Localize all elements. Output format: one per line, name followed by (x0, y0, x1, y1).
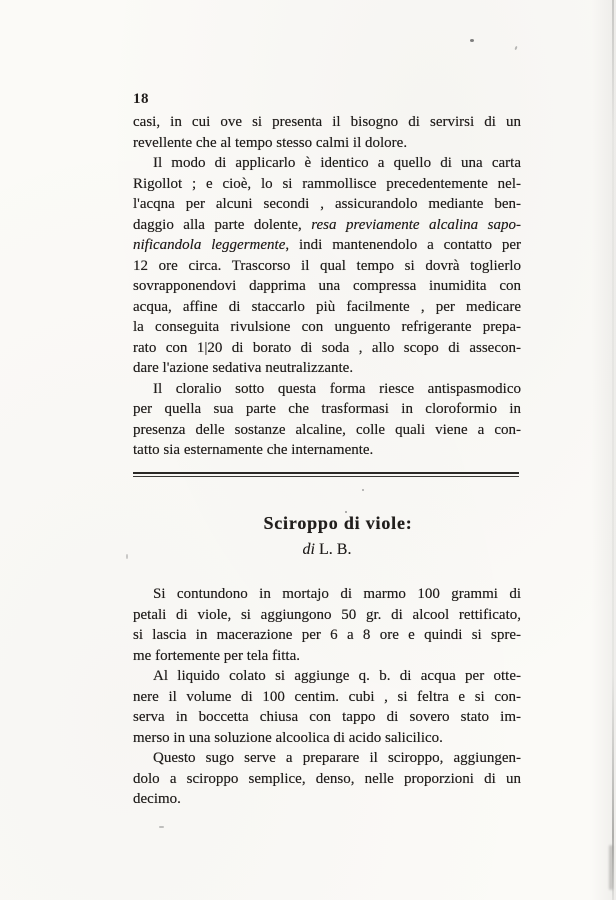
text-line: Questo sugo serve a preparare il sciroppo, aggiungen- (153, 750, 521, 766)
paragraph (133, 379, 521, 461)
text-line: per quella sua parte che trasformasi in cloroformio in (133, 401, 521, 417)
paragraph (133, 666, 521, 748)
page-edge-shadow (612, 0, 614, 900)
body-text-article (133, 584, 521, 810)
text-line: presenza delle sostanze alcaline, colle quali viene a con- (133, 421, 521, 438)
page-number: 18 (133, 91, 149, 107)
text-line: decimo. (133, 791, 181, 807)
text-line: rato con 1|20 di borato di soda , allo scopo di assecon- (133, 339, 521, 356)
text-line: acqua, affine di staccarlo più facilmente , per medicare (133, 298, 521, 315)
text-line: la conseguita rivulsione con unguento refrigerante prepa- (133, 319, 521, 335)
paragraph (133, 584, 521, 666)
text-line: petali di viole, si aggiungono 50 gr. di alcool rettificato, (133, 606, 521, 623)
text-line: serva in boccetta chiusa con tappo di sovero stato im- (133, 709, 521, 725)
text-line: Il cloralio sotto questa forma riesce antispasmodico (153, 380, 521, 397)
ink-speck (514, 46, 517, 50)
page-edge-smudge (609, 845, 613, 890)
text-line: Al liquido colato si aggiunge q. b. di acqua per otte- (153, 668, 521, 684)
ink-speck (345, 511, 347, 513)
text-line: casi, in cui ove si presenta il bisogno di servirsi di un (133, 114, 521, 130)
text-line: Il modo di applicarlo è identico a quello di una carta (153, 155, 521, 171)
text-line: Rigollot ; e cioè, lo si rammollisce precedentemente nel- (133, 175, 521, 192)
section-divider-rule (133, 472, 519, 477)
text-line: revellente che al tempo stesso calmi il dolore. (133, 134, 408, 151)
ink-speck (126, 554, 128, 559)
text-line: Si contundono in mortajo di marmo 100 grammi di (153, 586, 521, 602)
paragraph (133, 112, 521, 153)
text-line: merso in una soluzione alcoolica di acido salicilico. (133, 729, 443, 746)
paragraph (133, 153, 521, 379)
article-byline: di L. B. (302, 541, 352, 558)
text-line: si lascia in macerazione per 6 a 8 ore e quindi si spre- (133, 627, 521, 643)
text-line: daggio alla parte dolente, resa previamente alcalina sapo- (133, 216, 521, 233)
article-title: Sciroppo di viole: (263, 513, 413, 533)
text-line: dare l'azione sedativa neutralizzante. (133, 360, 354, 376)
text-line: l'acqna per alcuni secondi , assicurandolo mediante ben- (133, 196, 521, 212)
text-line: 12 ore circa. Trascorso il qual tempo si dovrà toglierlo (133, 257, 521, 274)
text-line: nificandola leggermente, indi mantenendolo a contatto per (133, 237, 521, 253)
text-line: tatto sia esternamente che internamente. (133, 442, 374, 458)
text-line: sovrapponendovi dapprima una compressa inumidita con (133, 278, 521, 294)
body-text-top (133, 112, 521, 461)
ink-speck (470, 39, 474, 42)
paragraph (133, 748, 521, 810)
ink-speck (159, 826, 164, 828)
text-line: dolo a sciroppo semplice, denso, nelle proporzioni di un (133, 770, 521, 787)
text-line: nere il volume di 100 centim. cubi , si feltra e si con- (133, 688, 521, 705)
ink-speck (362, 489, 364, 491)
text-line: me fortemente per tela fitta. (133, 647, 300, 664)
